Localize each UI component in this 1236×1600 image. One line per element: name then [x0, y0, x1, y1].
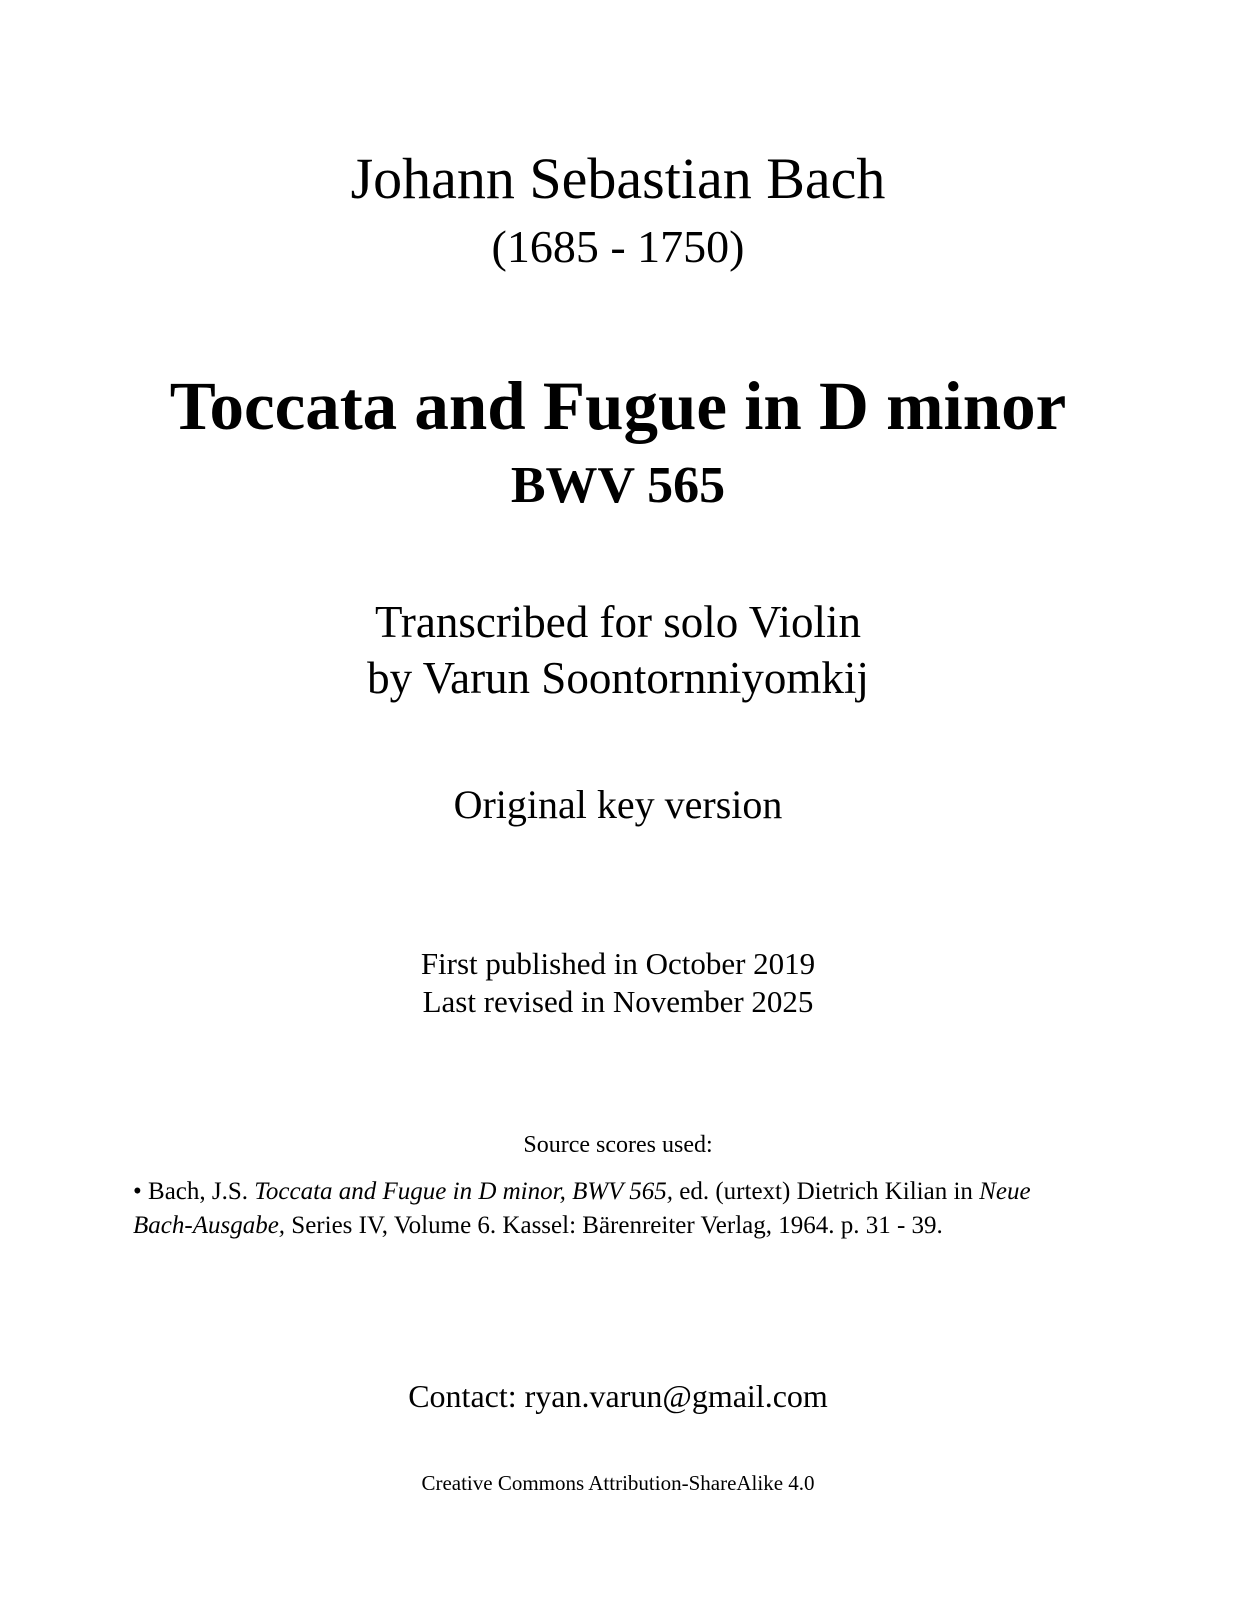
source-details: Series IV, Volume 6. Kassel: Bärenreiter Verlag, 1964. p. 31 - 39.: [291, 1212, 943, 1239]
source-entry: [133, 1175, 1078, 1243]
sources-heading: Source scores used:: [523, 1132, 713, 1158]
transcription-line-1: Transcribed for solo Violin: [374, 597, 862, 647]
transcription-line-2: by Varun Soontornniyomkij: [367, 653, 869, 703]
source-work-title: Toccata and Fugue in D minor, BWV 565,: [254, 1178, 674, 1205]
bullet: •: [133, 1178, 142, 1205]
source-collection: Neue Bach-Ausgabe,: [133, 1178, 1031, 1239]
contact-email: Contact: ryan.varun@gmail.com: [408, 1378, 828, 1414]
source-author: Bach, J.S.: [148, 1178, 249, 1205]
last-revised: Last revised in November 2025: [422, 984, 814, 1019]
work-title: Toccata and Fugue in D minor: [169, 368, 1067, 444]
composer-name: Johann Sebastian Bach: [350, 146, 886, 211]
composer-dates: (1685 - 1750): [491, 221, 745, 272]
catalog-number: BWV 565: [510, 457, 726, 514]
version-label: Original key version: [453, 782, 783, 827]
license-notice: Creative Commons Attribution-ShareAlike 4.0: [421, 1471, 815, 1495]
first-published: First published in October 2019: [420, 946, 816, 981]
source-editor: ed. (urtext) Dietrich Kilian in: [679, 1178, 973, 1205]
